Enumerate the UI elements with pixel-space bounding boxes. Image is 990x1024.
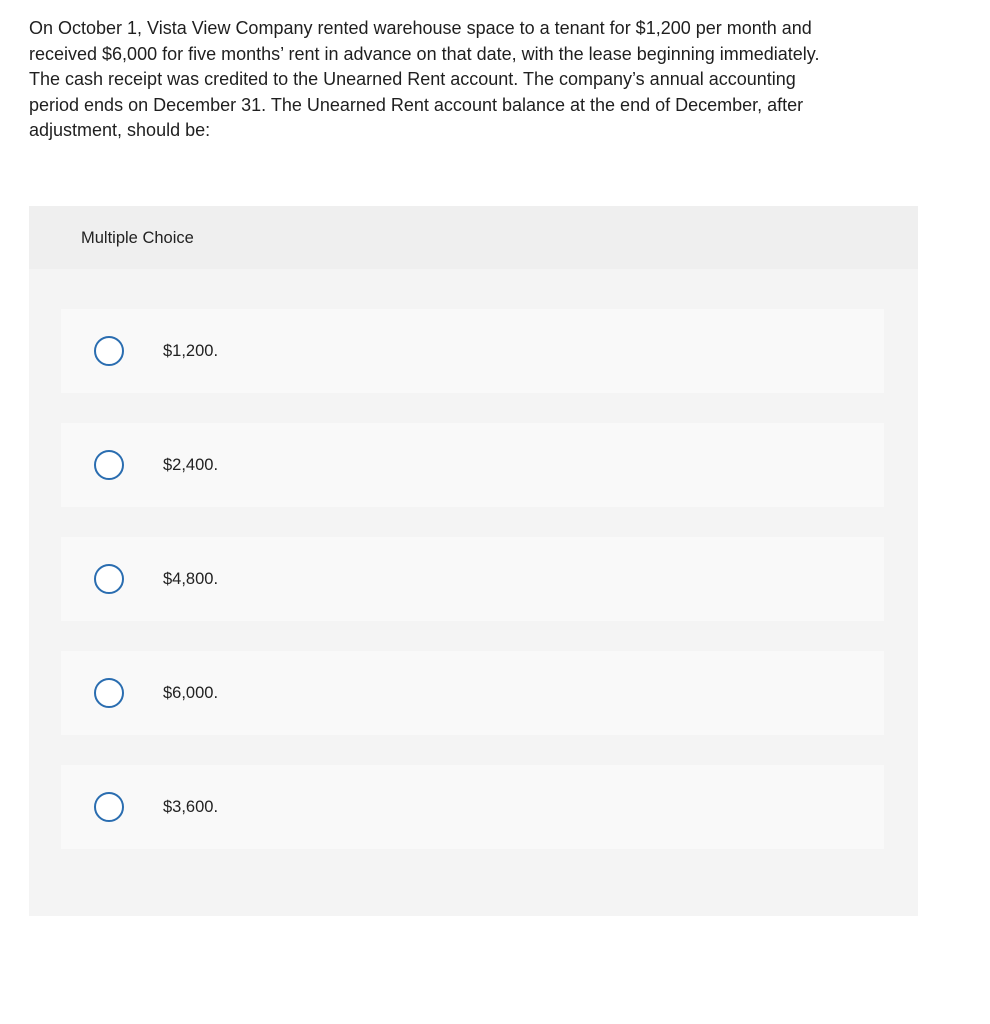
answer-option-label: $1,200. <box>163 341 219 360</box>
question-line: adjustment, should be: <box>29 120 211 140</box>
answer-option-label: $3,600. <box>163 797 219 816</box>
multiple-choice-title: Multiple Choice <box>81 229 194 247</box>
answer-option-1[interactable] <box>61 309 884 393</box>
answer-option-label: $6,000. <box>163 683 219 702</box>
radio-unchecked-icon[interactable] <box>94 336 124 366</box>
multiple-choice-panel <box>29 206 918 916</box>
radio-unchecked-icon[interactable] <box>94 450 124 480</box>
question-line: On October 1, Vista View Company rented warehouse space to a tenant for $1,200 per month and <box>29 18 812 38</box>
answer-option-3[interactable] <box>61 537 884 621</box>
question-line: The cash receipt was credited to the Unearned Rent account. The company’s annual accounting <box>29 69 796 89</box>
multiple-choice-header <box>29 206 918 269</box>
question-line: period ends on December 31. The Unearned Rent account balance at the end of December, after <box>29 94 804 115</box>
radio-unchecked-icon[interactable] <box>94 564 124 594</box>
answer-option-2[interactable] <box>61 423 884 507</box>
question-line: received $6,000 for five months’ rent in advance on that date, with the lease beginning immediately. <box>29 43 820 64</box>
answer-option-4[interactable] <box>61 651 884 735</box>
answer-option-5[interactable] <box>61 765 884 849</box>
radio-unchecked-icon[interactable] <box>94 792 124 822</box>
answer-option-label: $4,800. <box>163 569 219 588</box>
question-text <box>29 16 929 144</box>
radio-unchecked-icon[interactable] <box>94 678 124 708</box>
answer-option-label: $2,400. <box>163 455 219 474</box>
answer-options <box>61 309 884 879</box>
